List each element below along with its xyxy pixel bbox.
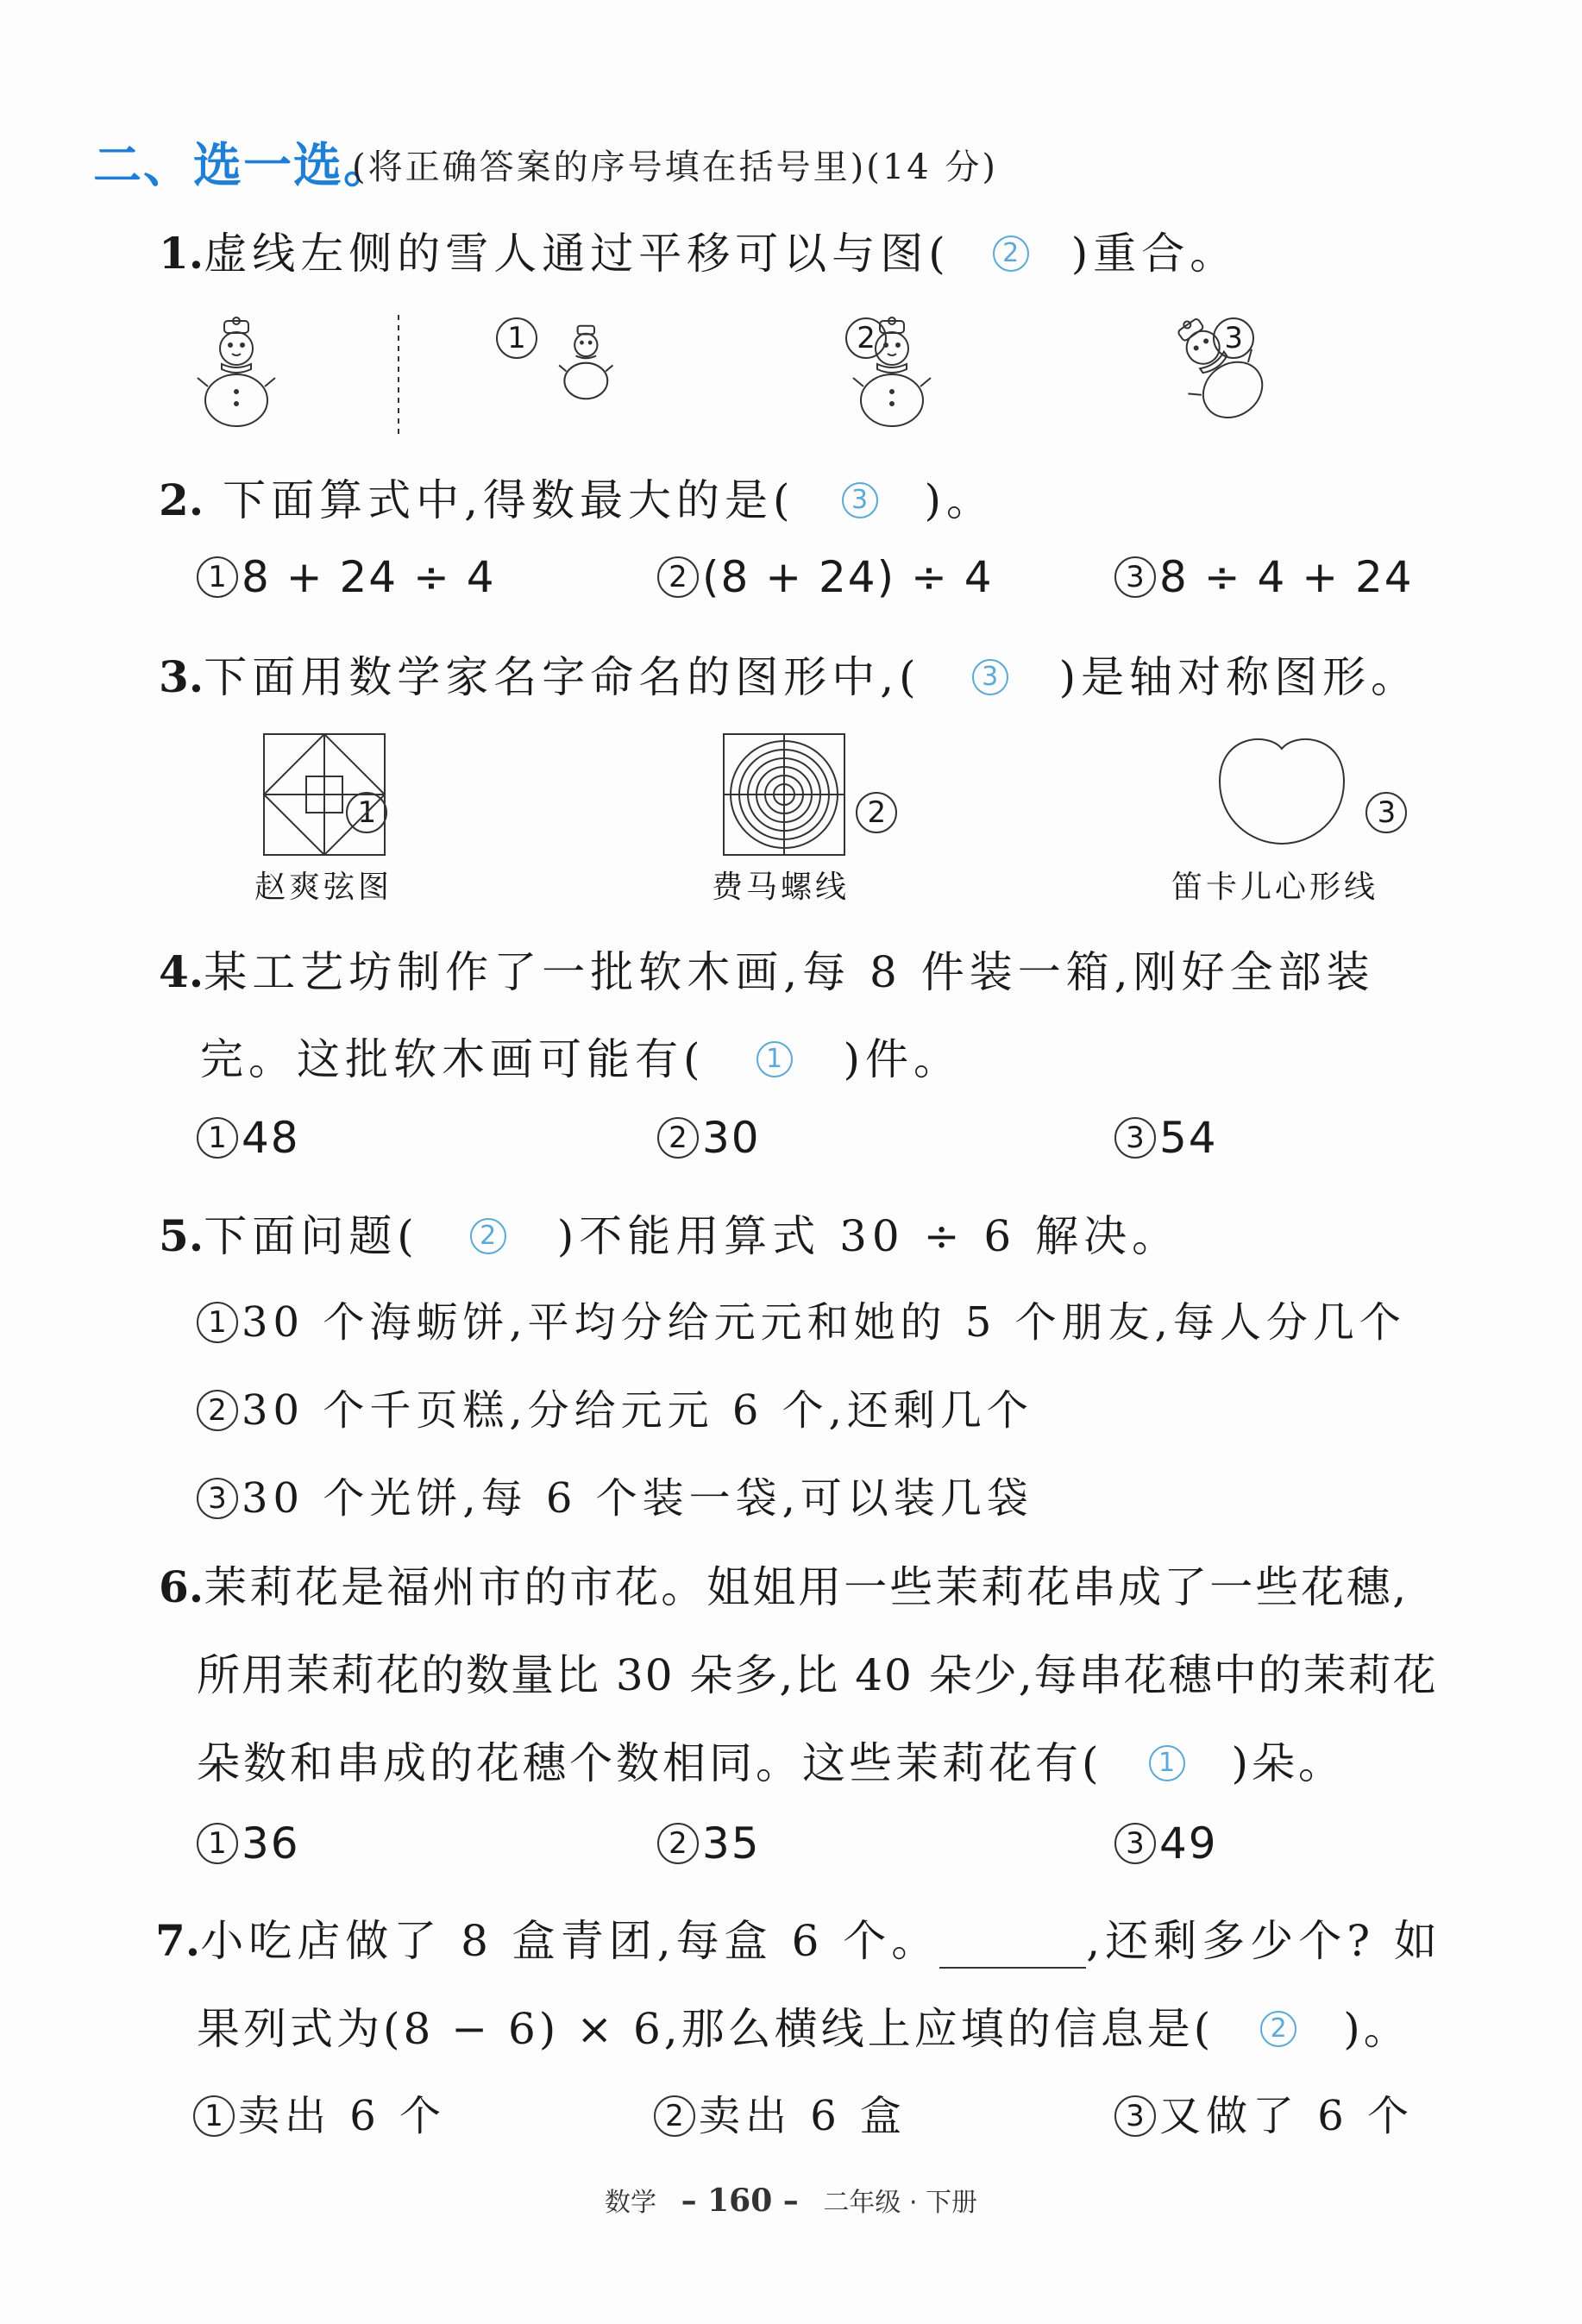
snowman-reference-figure	[194, 317, 280, 430]
option-text: 30	[702, 1113, 761, 1163]
answer-mark: 3	[972, 659, 1008, 695]
question-number: 6.	[159, 1561, 204, 1612]
option-label-1: 1	[346, 792, 387, 833]
option-2	[657, 1113, 761, 1163]
option-text: 49	[1159, 1818, 1218, 1869]
option-text: 36	[242, 1818, 300, 1869]
question-text: 某工艺坊制作了一批软木画,每 8 件装一箱,刚好全部装	[204, 947, 1375, 997]
page-number: – 160 –	[681, 2183, 799, 2219]
option-text: 8 + 24 ÷ 4	[242, 552, 496, 602]
question-6-line-3	[197, 1729, 1345, 1791]
option-1	[197, 1289, 1406, 1348]
option-text: (8 + 24) ÷ 4	[702, 552, 994, 602]
option-3	[1114, 1818, 1218, 1869]
option-number: 2	[657, 1823, 699, 1864]
option-number: 2	[654, 2095, 695, 2137]
question-5	[159, 1202, 1180, 1264]
question-number: 1.	[159, 228, 204, 279]
question-number: 4.	[159, 946, 204, 997]
question-7-line-2	[197, 1994, 1410, 2057]
answer-mark: 1	[756, 1041, 793, 1077]
question-4-line-2	[200, 1025, 962, 1087]
answer-mark: 1	[1149, 1745, 1185, 1781]
option-label-2: 2	[856, 792, 897, 833]
option-1	[197, 1818, 300, 1869]
question-3	[159, 643, 1419, 705]
footer-subject: 数学	[604, 2188, 656, 2218]
question-text: 小吃店做了 8 盒青团,每盒 6 个。	[200, 1916, 940, 1966]
option-text: 卖出 6 个	[238, 2092, 447, 2140]
section-title: 二、选一选。	[93, 138, 393, 194]
question-text-end: )。	[924, 475, 995, 525]
option-text: 又做了 6 个	[1159, 2092, 1415, 2140]
option-text: 48	[242, 1113, 300, 1163]
option-text: 54	[1159, 1113, 1218, 1163]
option-number: 3	[197, 1478, 238, 1519]
option-2	[657, 1818, 761, 1869]
option-label-2: 2	[845, 317, 887, 359]
option-1	[193, 2082, 446, 2142]
option-3	[1114, 2082, 1414, 2142]
snowman-option-1-small	[556, 323, 617, 401]
option-2	[657, 552, 994, 602]
question-text-end: )朵。	[1231, 1738, 1346, 1788]
question-number: 3.	[159, 651, 204, 702]
snowman-option-2-translated	[850, 317, 936, 430]
question-1	[159, 219, 1238, 281]
question-text: 完。这批软木画可能有(	[200, 1034, 706, 1084]
question-number: 5.	[159, 1210, 204, 1261]
option-text: 35	[702, 1818, 761, 1869]
question-text-end: )重合。	[1070, 229, 1239, 279]
page-footer	[0, 2181, 1582, 2219]
snowman-option-3-rotated	[1169, 311, 1272, 423]
question-6-line-2	[197, 1641, 1438, 1703]
question-4-line-1	[159, 938, 1375, 1000]
fermat-spiral-diagram	[723, 733, 845, 856]
question-text-end: )不能用算式 30 ÷ 6 解决。	[556, 1211, 1181, 1261]
option-1	[197, 1113, 300, 1163]
option-2	[654, 2082, 907, 2142]
question-text: 所用茉莉花的数量比 30 朵多,比 40 朵少,每串花穗中的茉莉花	[197, 1650, 1438, 1700]
option-number: 3	[1114, 1823, 1156, 1864]
question-text-end: )。	[1343, 2004, 1410, 2054]
question-number: 2.	[159, 474, 204, 525]
option-label-3: 3	[1365, 792, 1407, 833]
question-text-end: )件。	[843, 1034, 963, 1084]
option-label-3: 3	[1213, 317, 1254, 359]
option-text: 30 个光饼,每 6 个装一袋,可以装几袋	[242, 1474, 1033, 1523]
question-text: 下面算式中,得数最大的是(	[204, 475, 795, 525]
dashed-divider-line	[397, 315, 400, 436]
option-text: 卖出 6 盒	[699, 2092, 907, 2140]
answer-mark: 2	[993, 236, 1029, 272]
question-text-end: )是轴对称图形。	[1058, 652, 1420, 702]
answer-mark: 2	[470, 1218, 506, 1254]
zhao-shuang-hypotenuse-diagram	[263, 733, 386, 856]
footer-grade: 二年级 · 下册	[823, 2188, 978, 2218]
fill-in-blank-line	[939, 1932, 1086, 1969]
question-text: 下面问题(	[204, 1211, 419, 1261]
question-text: 虚线左侧的雪人通过平移可以与图(	[204, 229, 951, 279]
option-text: 30 个海蛎饼,平均分给元元和她的 5 个朋友,每人分几个	[242, 1298, 1406, 1347]
question-text-end: ,还剩多少个? 如	[1086, 1916, 1442, 1966]
question-text: 朵数和串成的花穗个数相同。这些茉莉花有(	[197, 1738, 1102, 1788]
question-text: 果列式为(8 − 6) × 6,那么横线上应填的信息是(	[197, 2004, 1215, 2054]
option-number: 2	[657, 1117, 699, 1159]
question-text: 茉莉花是福州市的市花。姐姐用一些茉莉花串成了一些花穗,	[204, 1562, 1409, 1612]
figure-caption: 费马螺线	[712, 870, 851, 905]
section-instructions: (将正确答案的序号填在括号里)(14 分)	[352, 148, 999, 187]
question-7-line-1	[155, 1906, 1442, 1969]
answer-mark: 3	[842, 482, 878, 518]
option-text: 30 个千页糕,分给元元 6 个,还剩几个	[242, 1386, 1033, 1435]
option-1	[197, 552, 496, 602]
option-number: 3	[1114, 1117, 1156, 1159]
option-number: 2	[197, 1390, 238, 1431]
option-number: 2	[657, 556, 699, 598]
option-number: 1	[193, 2095, 235, 2137]
option-text: 8 ÷ 4 + 24	[1159, 552, 1414, 602]
option-number: 3	[1114, 2095, 1156, 2137]
option-label-1: 1	[496, 317, 537, 359]
figure-caption: 笛卡儿心形线	[1171, 870, 1379, 905]
option-3	[1114, 1113, 1218, 1163]
option-3	[197, 1465, 1033, 1524]
answer-mark: 2	[1260, 2011, 1296, 2047]
option-2	[197, 1377, 1033, 1436]
question-2	[159, 466, 995, 528]
option-number: 1	[197, 1823, 238, 1864]
option-3	[1114, 552, 1414, 602]
question-number: 7.	[155, 1915, 201, 1966]
question-text: 下面用数学家名字命名的图形中,(	[204, 652, 921, 702]
option-number: 1	[197, 1302, 238, 1343]
option-number: 1	[197, 1117, 238, 1159]
cardioid-heart-diagram	[1216, 733, 1347, 845]
question-6-line-1	[159, 1553, 1409, 1615]
option-number: 1	[197, 556, 238, 598]
figure-caption: 赵爽弦图	[254, 870, 393, 905]
option-number: 3	[1114, 556, 1156, 598]
